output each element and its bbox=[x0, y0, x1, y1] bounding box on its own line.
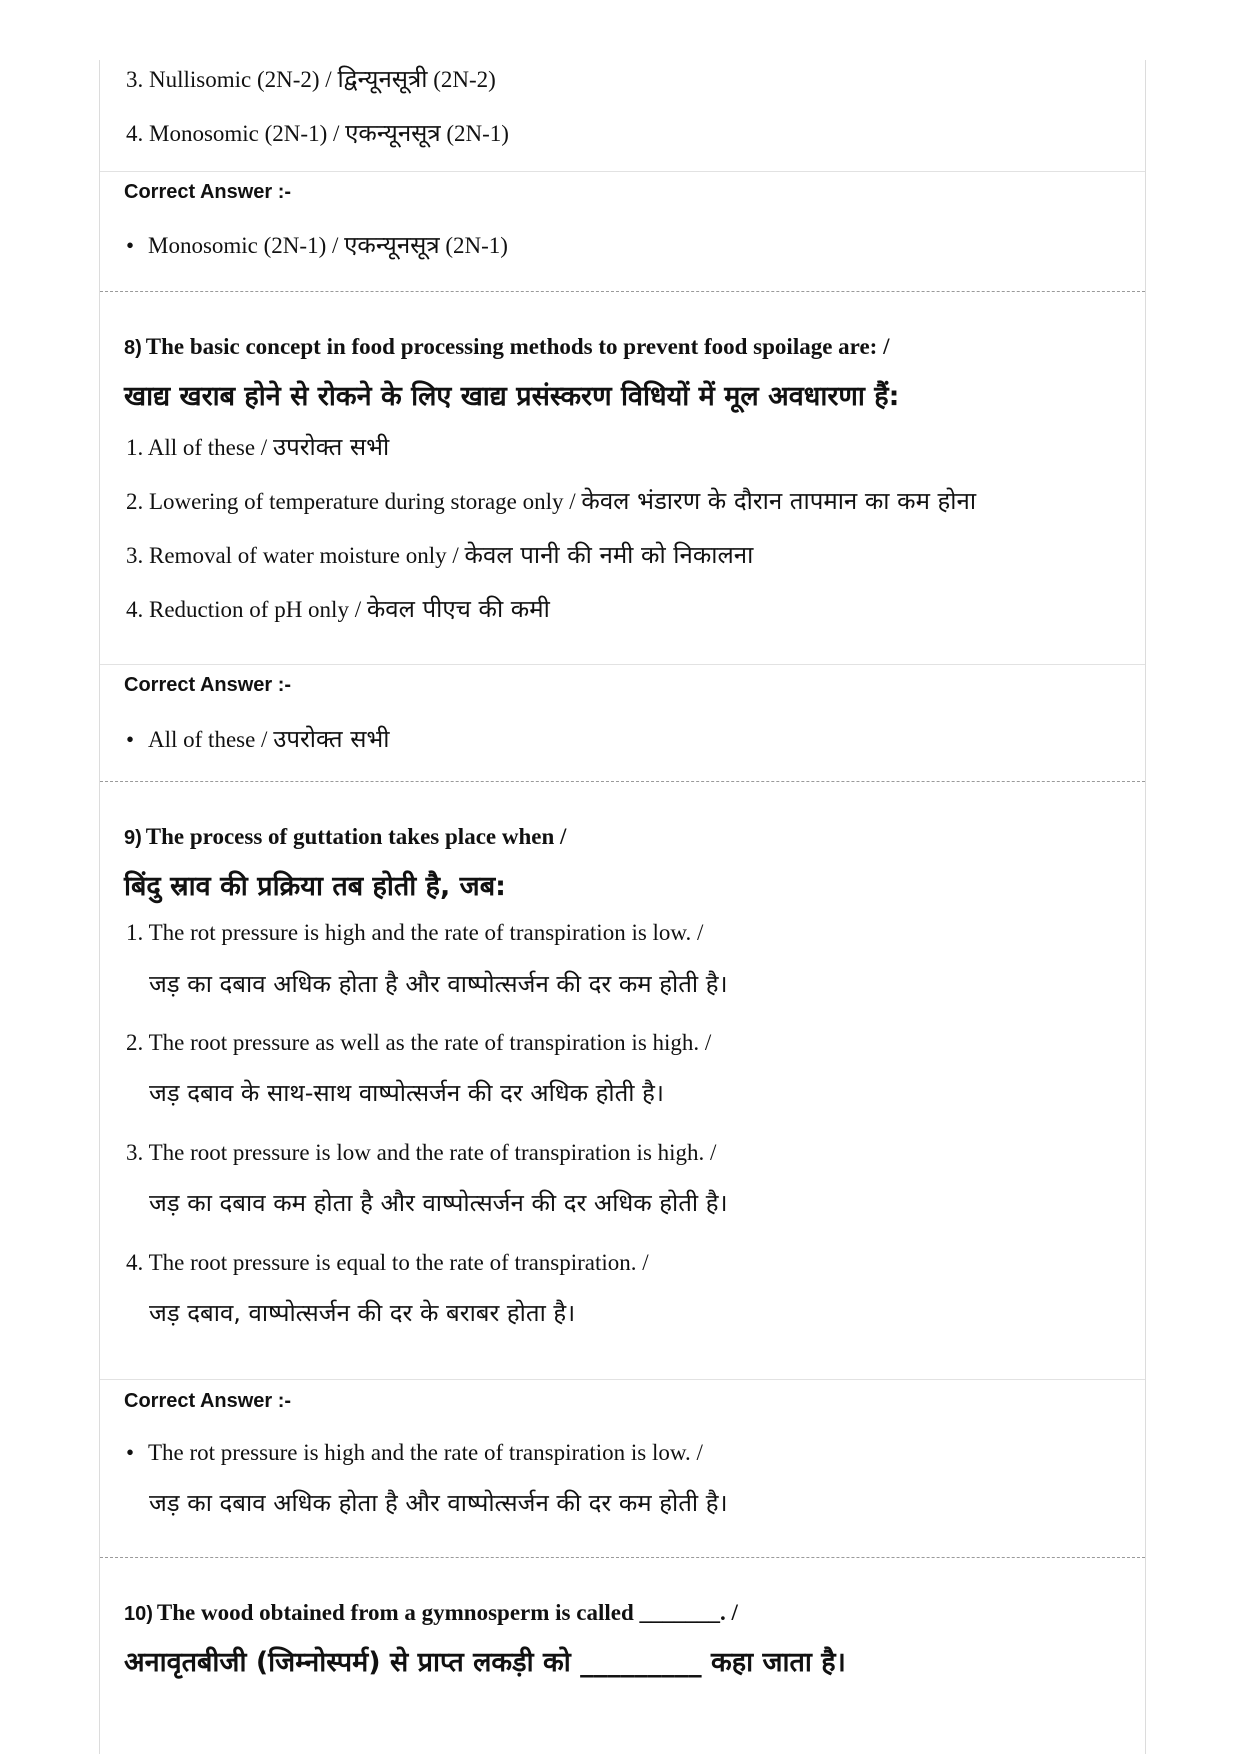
q9-option-3-hi: जड़ का दबाव कम होता है और वाष्पोत्सर्जन की दर अधिक होती है। bbox=[149, 1189, 728, 1217]
question-separator bbox=[100, 781, 1145, 782]
q7-option-4: 4. Monosomic (2N-1) / एकन्यूनसूत्र (2N-1) bbox=[126, 119, 509, 147]
q9-question bbox=[124, 824, 566, 850]
bullet-icon: • bbox=[126, 1440, 135, 1465]
bullet-icon: • bbox=[126, 233, 135, 258]
q10-question-hi: अनावृतबीजी (जिम्नोस्पर्म) से प्राप्त लकड़ी को _________ कहा जाता है। bbox=[124, 1647, 846, 1678]
question-separator bbox=[100, 291, 1145, 292]
q8-question-en: The basic concept in food processing methods to prevent food spoilage are: / bbox=[145, 334, 890, 359]
q9-number: 9) bbox=[124, 827, 142, 849]
q9-option-1: 1. The rot pressure is high and the rate of transpiration is low. / bbox=[126, 920, 704, 945]
q9-question-hi: बिंदु स्राव की प्रक्रिया तब होती है, जब: bbox=[124, 871, 506, 902]
q10-number: 10) bbox=[124, 1603, 153, 1625]
q8-correct-answer: • All of these / उपरोक्त सभी bbox=[126, 725, 390, 753]
divider bbox=[100, 1379, 1145, 1380]
q9-option-1-hi: जड़ का दबाव अधिक होता है और वाष्पोत्सर्जन की दर कम होती है। bbox=[149, 970, 728, 998]
q8-number: 8) bbox=[124, 337, 142, 359]
q8-option-3: 3. Removal of water moisture only / केवल पानी की नमी को निकालना bbox=[126, 541, 754, 569]
q8-option-4: 4. Reduction of pH only / केवल पीएच की कमी bbox=[126, 595, 550, 623]
q7-correct-answer-label: Correct Answer :- bbox=[124, 181, 292, 203]
q9-correct-answer-label: Correct Answer :- bbox=[124, 1390, 292, 1412]
divider bbox=[100, 171, 1145, 172]
q9-option-4-hi: जड़ दबाव, वाष्पोत्सर्जन की दर के बराबर होता है। bbox=[149, 1299, 576, 1327]
q10-question bbox=[124, 1600, 738, 1626]
q9-option-2: 2. The root pressure as well as the rate of transpiration is high. / bbox=[126, 1030, 712, 1055]
q8-question-hi: खाद्य खराब होने से रोकने के लिए खाद्य प्रसंस्करण विधियों में मूल अवधारणा हैं: bbox=[124, 381, 900, 412]
q9-option-2-hi: जड़ दबाव के साथ-साथ वाष्पोत्सर्जन की दर अधिक होती है। bbox=[149, 1079, 664, 1107]
q9-option-4: 4. The root pressure is equal to the rate of transpiration. / bbox=[126, 1250, 649, 1275]
divider bbox=[100, 664, 1145, 665]
question-separator bbox=[100, 1557, 1145, 1558]
q9-question-en: The process of guttation takes place when / bbox=[145, 824, 567, 849]
q8-correct-answer-label: Correct Answer :- bbox=[124, 674, 292, 696]
q10-question-en: The wood obtained from a gymnosperm is called _______. / bbox=[156, 1600, 738, 1625]
q9-correct-answer: • The rot pressure is high and the rate of transpiration is low. / bbox=[126, 1440, 703, 1465]
q9-correct-answer-hi: जड़ का दबाव अधिक होता है और वाष्पोत्सर्जन की दर कम होती है। bbox=[149, 1489, 728, 1517]
question-paper-page bbox=[99, 60, 1146, 1754]
q9-option-3: 3. The root pressure is low and the rate of transpiration is high. / bbox=[126, 1140, 717, 1165]
q8-question bbox=[124, 334, 889, 360]
q8-option-1: 1. All of these / उपरोक्त सभी bbox=[126, 433, 390, 461]
q7-option-3: 3. Nullisomic (2N-2) / द्विन्यूनसूत्री (2N-2) bbox=[126, 65, 496, 93]
q7-correct-answer: • Monosomic (2N-1) / एकन्यूनसूत्र (2N-1) bbox=[126, 231, 508, 259]
q8-option-2: 2. Lowering of temperature during storage only / केवल भंडारण के दौरान तापमान का कम होना bbox=[126, 487, 977, 515]
bullet-icon: • bbox=[126, 727, 135, 752]
